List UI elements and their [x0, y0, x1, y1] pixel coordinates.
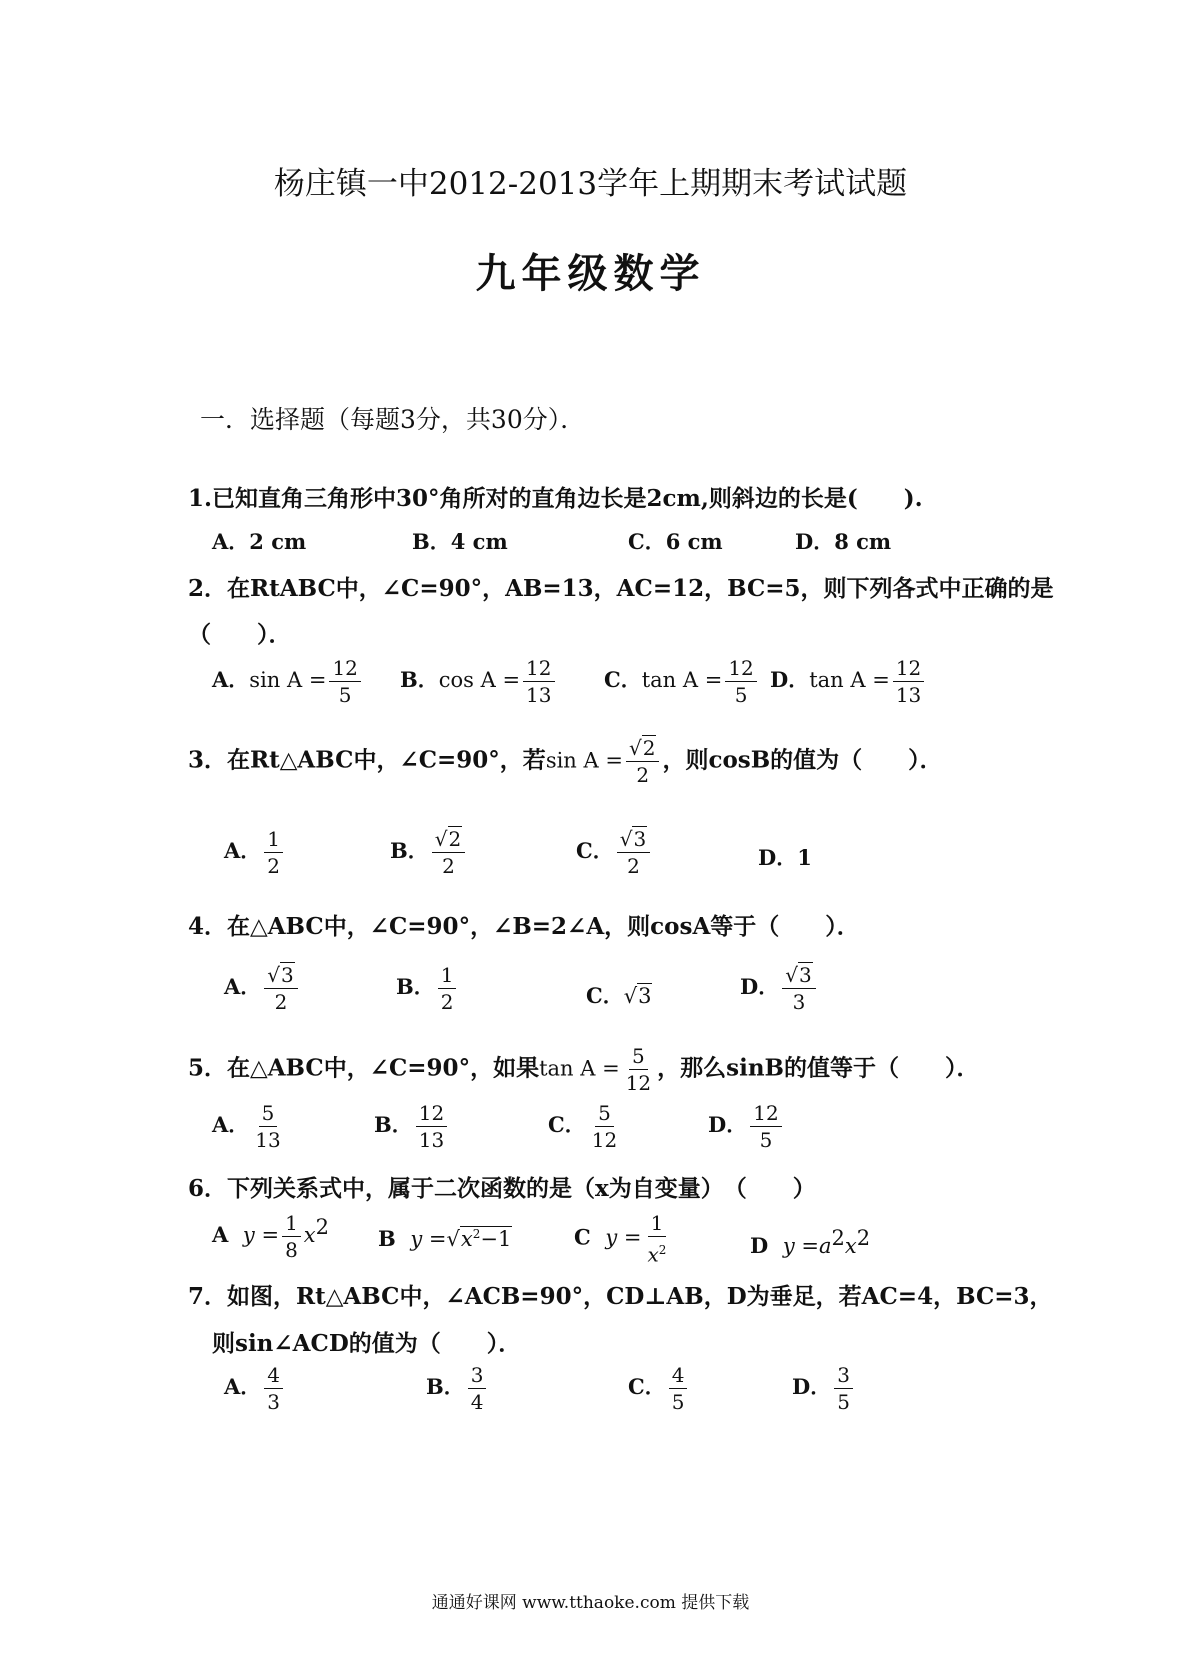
question-3-stem: 3．在Rt△ABC中，∠C=90°，若sin A = $\frac{√2}{2}$ ，则cosB的值为（ ）． — [188, 736, 943, 787]
q6-option-a: A y = $\frac{1}{8}$ $x^2$ — [212, 1211, 330, 1262]
question-4-stem: 4．在△ABC中，∠C=90°，∠B=2∠A，则cosA等于（ ）． — [188, 913, 860, 940]
q5-option-a: A． $\frac{5}{13}$ — [212, 1101, 281, 1152]
question-7-stem-cont: 则sin∠ACD的值为（ ）． — [212, 1330, 522, 1357]
q3-option-d: D．1 — [758, 845, 812, 870]
q2-option-b: B．cos A = $\frac{12}{13}$ — [400, 655, 558, 708]
question-1-stem: 1.已知直角三角形中30°角所对的直角边长是2cm,则斜边的长是( ). — [188, 485, 923, 512]
q1-option-b: B．4 cm — [412, 529, 508, 554]
section-heading: 一．选择题（每题3分，共30分）． — [200, 405, 586, 434]
q5-option-d: D． $\frac{12}{5}$ — [708, 1100, 785, 1153]
q3-option-c: C． $\frac{√3}{2}$ — [576, 826, 653, 879]
q3-option-a: A． $\frac{1}{2}$ — [224, 826, 286, 879]
q2-option-d: D．tan A = $\frac{12}{13}$ — [770, 655, 927, 708]
q5-option-b: B． $\frac{12}{13}$ — [374, 1100, 450, 1153]
q1-option-d: D．8 cm — [795, 529, 892, 554]
q6-option-d: D $y =a^2x^2$ — [750, 1226, 871, 1258]
q6-option-b: B $y =√x^2-1$ — [378, 1226, 512, 1251]
question-2-stem: 2．在RtABC中，∠C=90°，AB=13，AC=12，BC=5，则下列各式中正确的是 — [188, 575, 1054, 602]
q7-option-b: B． $\frac{3}{4}$ — [426, 1362, 489, 1415]
question-6-stem: 6．下列关系式中，属于二次函数的是（x为自变量） （ ） — [188, 1175, 816, 1202]
q2-option-a: A．sin A = $\frac{12}{5}$ — [212, 655, 364, 708]
q2-option-c: C．tan A = $\frac{12}{5}$ — [604, 655, 760, 708]
q4-option-c: C．√3 — [586, 983, 652, 1008]
question-2-stem-cont: （ ）． — [188, 621, 292, 648]
page-footer: 通通好课网 www.tthaoke.com 提供下载 — [431, 1593, 750, 1613]
question-7-stem: 7．如图，Rt△ABC中，∠ACB=90°，CD⊥AB，D为垂足，若AC=4，BC=3， — [188, 1283, 1053, 1310]
question-5-stem: 5．在△ABC中，∠C=90°，如果tan A = $\frac{5}{12}$ ，那么sinB的值等于（ ）． — [188, 1044, 980, 1095]
q1-option-a: A．2 cm — [212, 529, 307, 554]
q6-option-c: C y = $\frac{1}{x^2}$ — [574, 1211, 667, 1267]
q1-option-c: C．6 cm — [628, 529, 723, 554]
q7-option-d: D． $\frac{3}{5}$ — [792, 1362, 856, 1415]
q4-option-a: A． $\frac{√3}{2}$ — [224, 962, 301, 1015]
q4-option-d: D． $\frac{√3}{3}$ — [740, 962, 819, 1015]
q4-option-b: B． $\frac{1}{2}$ — [396, 962, 459, 1015]
q7-option-c: C． $\frac{4}{5}$ — [628, 1362, 690, 1415]
q7-option-a: A． $\frac{4}{3}$ — [224, 1362, 286, 1415]
q3-option-b: B． $\frac{√2}{2}$ — [390, 826, 468, 879]
page-title: 杨庄镇一中2012-2013学年上期期末考试试题 — [273, 166, 908, 202]
page-subtitle: 九年级数学 — [475, 250, 706, 297]
q5-option-c: C． $\frac{5}{12}$ — [548, 1101, 618, 1152]
